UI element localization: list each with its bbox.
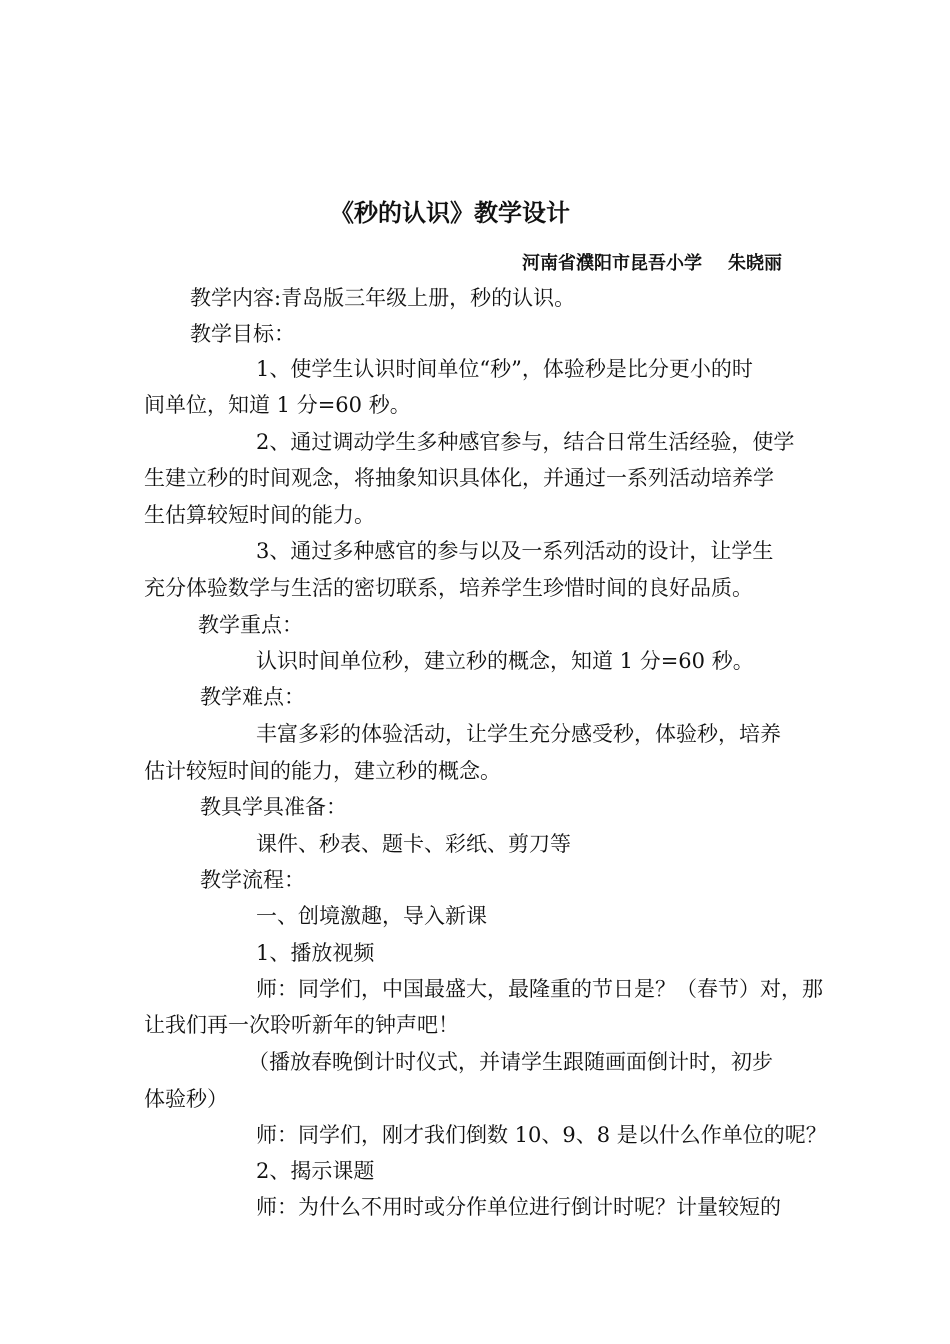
body-line: 2、通过调动学生多种感官参与，结合日常生活经验，使学 [256,430,795,454]
body-line: 2、揭示课题 [256,1159,375,1183]
author-school: 河南省濮阳市昆吾小学 [522,253,702,274]
body-line: 1、播放视频 [256,941,375,965]
body-line: 生估算较短时间的能力。 [144,503,375,527]
key-points-heading: 教学重点： [198,613,303,637]
content-line: 教学内容:青岛版三年级上册，秒的认识。 [190,286,576,310]
body-line: 1、使学生认识时间单位“秒”，体验秒是比分更小的时 [256,357,753,381]
body-line: 认识时间单位秒，建立秒的概念，知道 1 分=60 秒。 [256,649,754,673]
body-line: 师：为什么不用时或分作单位进行倒计时呢？计量较短的 [256,1195,781,1219]
body-line: 体验秒） [144,1087,228,1111]
body-line: （播放春晚倒计时仪式，并请学生跟随画面倒计时，初步 [248,1050,773,1074]
author-line [522,251,782,277]
body-line: 师：同学们，中国最盛大，最隆重的节日是？（春节）对，那 [256,977,823,1001]
document-title: 《秒的认识》教学设计 [330,199,570,227]
materials-heading: 教具学具准备： [200,795,347,819]
author-name: 朱晓丽 [728,253,782,274]
objectives-heading: 教学目标： [190,322,295,346]
body-line: 估计较短时间的能力，建立秒的概念。 [144,759,501,783]
process-heading: 教学流程： [200,868,305,892]
section-heading: 一、创境激趣，导入新课 [256,904,487,928]
body-line: 让我们再一次聆听新年的钟声吧！ [144,1013,459,1037]
body-line: 课件、秒表、题卡、彩纸、剪刀等 [256,832,571,856]
body-line: 生建立秒的时间观念，将抽象知识具体化，并通过一系列活动培养学 [144,466,774,490]
body-line: 3、通过多种感官的参与以及一系列活动的设计，让学生 [256,539,774,563]
body-line: 间单位，知道 1 分=60 秒。 [144,393,411,417]
body-line: 师：同学们，刚才我们倒数 10、9、8 是以什么作单位的呢？ [256,1123,827,1147]
body-line: 丰富多彩的体验活动，让学生充分感受秒，体验秒，培养 [256,722,781,746]
difficulties-heading: 教学难点： [200,685,305,709]
body-line: 充分体验数学与生活的密切联系，培养学生珍惜时间的良好品质。 [144,576,753,600]
